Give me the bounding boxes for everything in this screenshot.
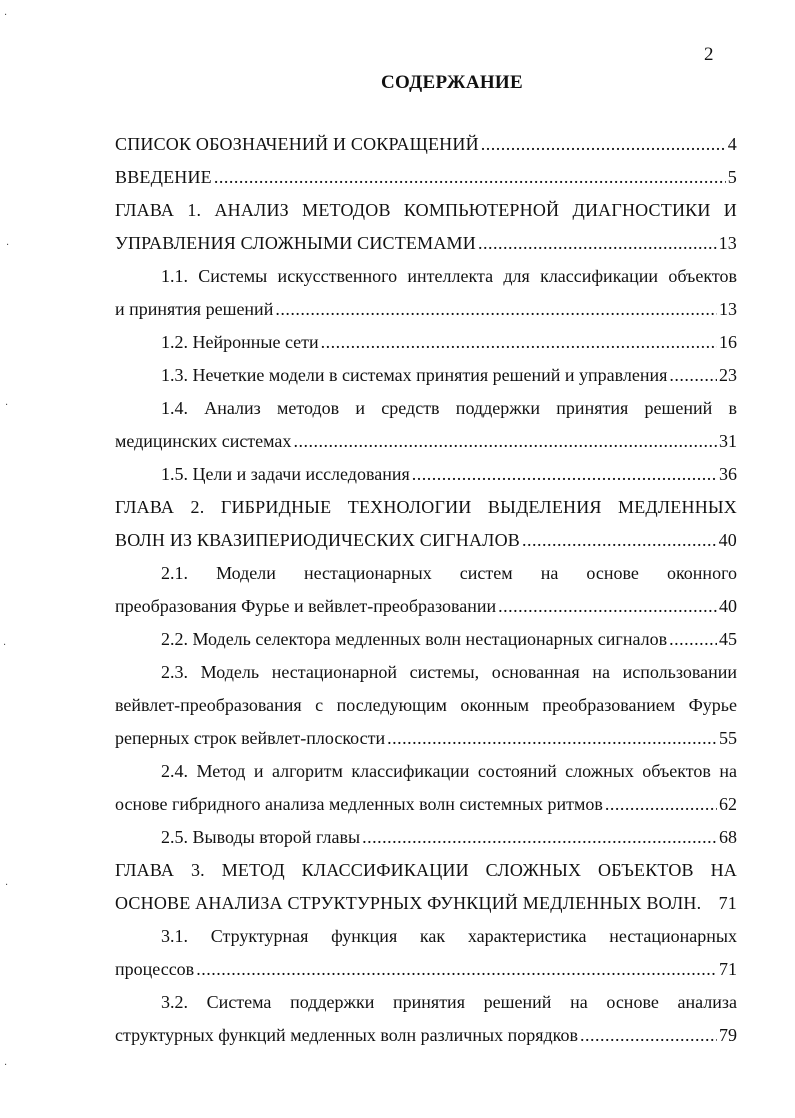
- toc-entry-text: вейвлет-преобразования с последующим оконным преобразованием Фурье: [115, 695, 737, 715]
- toc-chapter-entry[interactable]: [115, 161, 737, 194]
- toc-chapter-entry[interactable]: [115, 194, 737, 260]
- toc-page-number: 79: [719, 1025, 737, 1045]
- scan-artifact: ·: [6, 240, 10, 251]
- toc-entry-text: 2.1. Модели нестационарных систем на основе оконного: [161, 563, 737, 583]
- toc-page-number: 13: [719, 299, 737, 319]
- table-of-contents: [115, 128, 737, 1052]
- dot-leader: [580, 1019, 717, 1052]
- toc-entry-text: 1.1. Системы искусственного интеллекта для классификации объектов: [161, 266, 737, 286]
- toc-page-number: 13: [718, 233, 737, 253]
- dot-leader: [321, 326, 717, 359]
- scan-artifact: ·: [4, 1060, 8, 1071]
- toc-page-number: 40: [718, 530, 737, 550]
- toc-page-number: 5: [727, 167, 737, 187]
- toc-page-number: 40: [719, 596, 737, 616]
- toc-section-entry[interactable]: [115, 260, 737, 326]
- toc-entry-text: ВОЛН ИЗ КВАЗИПЕРИОДИЧЕСКИХ СИГНАЛОВ: [115, 530, 520, 550]
- toc-section-entry[interactable]: [115, 656, 737, 755]
- toc-entry-text: ОСНОВЕ АНАЛИЗА СТРУКТУРНЫХ ФУНКЦИЙ МЕДЛЕННЫХ ВОЛН.: [115, 893, 702, 913]
- toc-section-entry[interactable]: [115, 755, 737, 821]
- dot-leader: [275, 293, 717, 326]
- scan-artifact: ·: [5, 400, 9, 411]
- toc-page-number: 68: [719, 827, 737, 847]
- dot-leader: [498, 590, 717, 623]
- toc-entry-text: медицинских системах: [115, 431, 292, 451]
- toc-entry-text: ВВЕДЕНИЕ: [115, 167, 212, 187]
- dot-leader: [478, 227, 717, 260]
- dot-leader: [481, 128, 726, 161]
- dot-leader: [669, 623, 717, 656]
- toc-entry-text: процессов: [115, 959, 195, 979]
- toc-page-number: 36: [719, 464, 737, 484]
- dot-leader: [412, 458, 717, 491]
- toc-entry-text: УПРАВЛЕНИЯ СЛОЖНЫМИ СИСТЕМАМИ: [115, 233, 476, 253]
- dot-leader: [605, 788, 717, 821]
- toc-page-number: 23: [719, 365, 737, 385]
- toc-chapter-entry[interactable]: [115, 491, 737, 557]
- toc-entry-text: СПИСОК ОБОЗНАЧЕНИЙ И СОКРАЩЕНИЙ: [115, 134, 479, 154]
- toc-chapter-entry[interactable]: [115, 128, 737, 161]
- toc-entry-text: и принятия решений: [115, 299, 274, 319]
- toc-page-number: 16: [719, 332, 737, 352]
- toc-entry-text: 2.3. Модель нестационарной системы, основанная на использовании: [161, 662, 737, 682]
- toc-section-entry[interactable]: [115, 821, 737, 854]
- toc-section-entry[interactable]: [115, 920, 737, 986]
- dot-leader: [669, 359, 717, 392]
- toc-entry-text: 1.2. Нейронные сети: [161, 332, 319, 352]
- toc-section-entry[interactable]: [115, 557, 737, 623]
- toc-chapter-entry[interactable]: [115, 854, 737, 920]
- dot-leader: [362, 821, 717, 854]
- toc-section-entry[interactable]: [115, 458, 737, 491]
- toc-page-number: 31: [719, 431, 737, 451]
- toc-entry-text: основе гибридного анализа медленных волн системных ритмов: [115, 794, 603, 814]
- dot-leader: [196, 953, 717, 986]
- page-number: 2: [704, 44, 714, 65]
- toc-entry-text: ГЛАВА 3. МЕТОД КЛАССИФИКАЦИИ СЛОЖНЫХ ОБЪЕКТОВ НА: [115, 860, 737, 880]
- scan-artifact: ·: [4, 10, 8, 21]
- toc-page-number: 45: [719, 629, 737, 649]
- toc-entry-text: 2.5. Выводы второй главы: [161, 827, 361, 847]
- toc-entry-text: 2.2. Модель селектора медленных волн нестационарных сигналов: [161, 629, 668, 649]
- toc-section-entry[interactable]: [115, 986, 737, 1052]
- page-title: СОДЕРЖАНИЕ: [381, 72, 523, 93]
- toc-section-entry[interactable]: [115, 326, 737, 359]
- toc-entry-text: 1.3. Нечеткие модели в системах принятия решений и управления: [161, 365, 668, 385]
- dot-leader: [522, 524, 717, 557]
- toc-entry-text: 3.2. Система поддержки принятия решений на основе анализа: [161, 992, 737, 1012]
- toc-entry-text: 1.4. Анализ методов и средств поддержки принятия решений в: [161, 398, 737, 418]
- toc-page-number: 4: [727, 134, 737, 154]
- toc-entry-text: 2.4. Метод и алгоритм классификации состояний сложных объектов на: [161, 761, 737, 781]
- toc-section-entry[interactable]: [115, 359, 737, 392]
- scan-artifact: ·: [3, 640, 7, 651]
- toc-entry-text: 3.1. Структурная функция как характеристика нестационарных: [161, 926, 737, 946]
- toc-page-number: 62: [719, 794, 737, 814]
- toc-entry-text: ГЛАВА 2. ГИБРИДНЫЕ ТЕХНОЛОГИИ ВЫДЕЛЕНИЯ МЕДЛЕННЫХ: [115, 497, 737, 517]
- toc-page-number: 55: [719, 728, 737, 748]
- toc-entry-text: структурных функций медленных волн различных порядков: [115, 1025, 578, 1045]
- toc-page-number: 71: [718, 893, 737, 913]
- toc-section-entry[interactable]: [115, 392, 737, 458]
- scan-artifact: ·: [5, 880, 9, 891]
- toc-section-entry[interactable]: [115, 623, 737, 656]
- toc-entry-text: 1.5. Цели и задачи исследования: [161, 464, 410, 484]
- toc-entry-text: реперных строк вейвлет-плоскости: [115, 728, 386, 748]
- toc-page-number: 71: [719, 959, 737, 979]
- dot-leader: [293, 425, 717, 458]
- toc-entry-text: преобразования Фурье и вейвлет-преобразовании: [115, 596, 497, 616]
- toc-entry-text: ГЛАВА 1. АНАЛИЗ МЕТОДОВ КОМПЬЮТЕРНОЙ ДИАГНОСТИКИ И: [115, 200, 737, 220]
- dot-leader: [214, 161, 726, 194]
- dot-leader: [387, 722, 717, 755]
